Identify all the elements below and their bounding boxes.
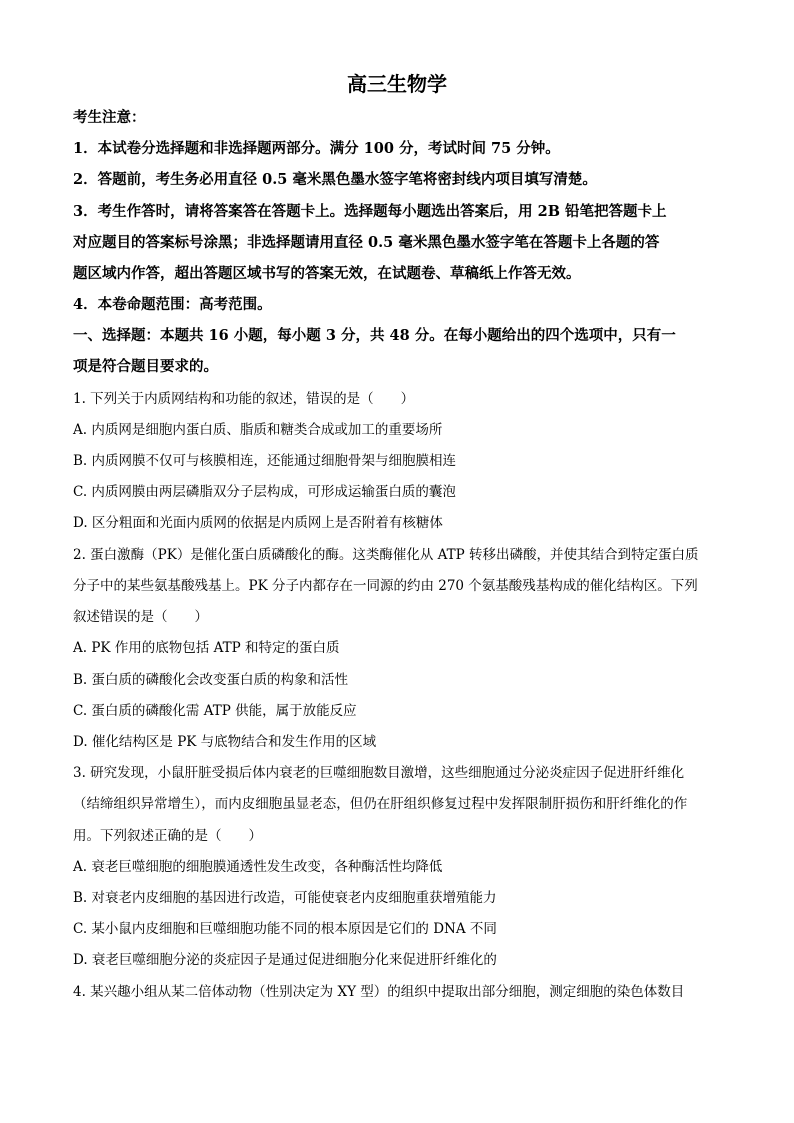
notice-item-3-cont-2: 题区域内作答，超出答题区域书写的答案无效，在试题卷、草稿纸上作答无效。 [73,265,581,282]
q2-option-a: A. PK 作用的底物包括 ATP 和特定的蛋白质 [73,640,340,656]
q2-option-d: D. 催化结构区是 PK 与底物结合和发生作用的区域 [73,734,377,750]
notice-item-3-cont-1: 对应题目的答案标号涂黑；非选择题请用直径 0.5 毫米黑色墨水签字笔在答题卡上各题的答 [73,234,660,251]
q3-option-a: A. 衰老巨噬细胞的细胞膜通透性发生改变，各种酶活性均降低 [73,859,443,875]
q2-option-b: B. 蛋白质的磷酸化会改变蛋白质的构象和活性 [73,672,349,688]
q2-stem-line-1: 2. 蛋白激酶（PK）是催化蛋白质磷酸化的酶。这类酶催化从 ATP 转移出磷酸，并使其结合到特定蛋白质 [73,547,699,563]
q4-stem-line-1: 4. 某兴趣小组从某二倍体动物（性别决定为 XY 型）的组织中提取出部分细胞，测定细胞的染色体数目 [73,984,685,1000]
q3-option-c: C. 某小鼠内皮细胞和巨噬细胞功能不同的根本原因是它们的 DNA 不同 [73,921,497,937]
q3-option-d: D. 衰老巨噬细胞分泌的炎症因子是通过促进细胞分化来促进肝纤维化的 [73,952,497,968]
q2-option-c: C. 蛋白质的磷酸化需 ATP 供能，属于放能反应 [73,703,357,719]
q2-stem-line-2: 分子中的某些氨基酸残基上。PK 分子内都存在一同源的约由 270 个氨基酸残基构成的催化结构区。下列 [73,578,698,594]
q3-stem-line-1: 3. 研究发现，小鼠肝脏受损后体内衰老的巨噬细胞数目激增，这些细胞通过分泌炎症因子促进肝纤维化 [73,765,685,781]
q3-option-b: B. 对衰老内皮细胞的基因进行改造，可能使衰老内皮细胞重获增殖能力 [73,890,497,906]
notice-item-3: 3．考生作答时，请将答案答在答题卡上。选择题每小题选出答案后，用 2B 铅笔把答题卡上 [73,203,667,220]
notice-item-4: 4．本卷命题范围：高考范围。 [73,296,272,313]
q3-stem-line-3: 用。下列叙述正确的是（ ） [73,828,262,844]
q3-stem-line-2: （结缔组织异常增生），而内皮细胞虽显老态，但仍在肝组织修复过程中发挥限制肝损伤和肝纤维化的作 [73,796,688,812]
notice-item-1: 1．本试卷分选择题和非选择题两部分。满分 100 分，考试时间 75 分钟。 [73,140,560,157]
q1-stem: 1. 下列关于内质网结构和功能的叙述，错误的是（ ） [73,391,415,407]
q2-stem-line-3: 叙述错误的是（ ） [73,609,208,625]
q1-option-d: D. 区分粗面和光面内质网的依据是内质网上是否附着有核糖体 [73,515,443,531]
notice-heading: 考生注意： [73,109,146,126]
exam-title: 高三生物学 [347,72,447,96]
q1-option-a: A. 内质网是细胞内蛋白质、脂质和糖类合成或加工的重要场所 [73,422,443,438]
section-heading-line-2: 项是符合题目要求的。 [73,358,218,375]
q1-option-b: B. 内质网膜不仅可与核膜相连，还能通过细胞骨架与细胞膜相连 [73,453,457,469]
notice-item-2: 2．答题前，考生务必用直径 0.5 毫米黑色墨水签字笔将密封线内项目填写清楚。 [73,171,597,188]
section-heading-line-1: 一、选择题：本题共 16 小题，每小题 3 分，共 48 分。在每小题给出的四个选项中，只有一 [73,327,676,344]
q1-option-c: C. 内质网膜由两层磷脂双分子层构成，可形成运输蛋白质的囊泡 [73,484,456,500]
